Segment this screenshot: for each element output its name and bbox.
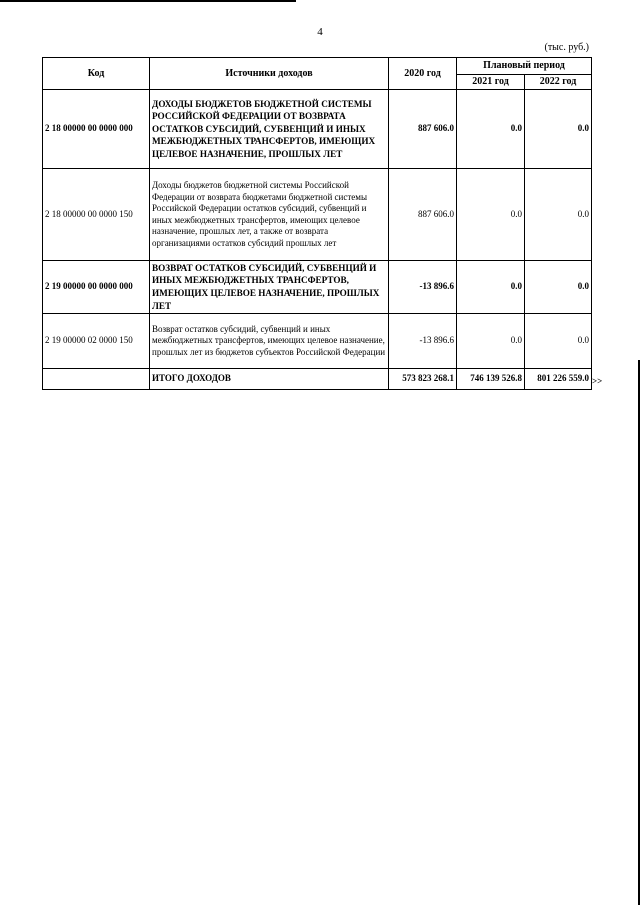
header-source: Источники доходов	[150, 58, 389, 90]
total-value-2022: 801 226 559.0	[525, 369, 592, 390]
row-code: 2 19 00000 00 0000 000	[43, 261, 150, 314]
header-2021: 2021 год	[457, 75, 525, 90]
header-2020: 2020 год	[389, 58, 457, 90]
row-name: Доходы бюджетов бюджетной системы Российской Федерации от возврата бюджетами бюджетной системы Российской Федерации остатков субсидий, субвенций и иных межбюджетных трансфертов, имеющих целевое назначение, прошлых лет, а также от возврата организациями остатков субсидий прошлых лет	[150, 169, 389, 261]
row-value-2021: 0.0	[457, 314, 525, 369]
row-value-2022: 0.0	[525, 261, 592, 314]
row-value-2020: 887 606.0	[389, 90, 457, 169]
row-code: 2 18 00000 00 0000 150	[43, 169, 150, 261]
row-value-2021: 0.0	[457, 169, 525, 261]
units-label: (тыс. руб.)	[544, 42, 589, 53]
page-number: 4	[317, 26, 323, 38]
row-value-2020: -13 896.6	[389, 314, 457, 369]
total-row	[43, 369, 592, 390]
continuation-marker: >>	[592, 376, 603, 386]
row-value-2020: 887 606.0	[389, 169, 457, 261]
header-planning-period: Плановый период	[457, 58, 592, 75]
row-value-2022: 0.0	[525, 90, 592, 169]
row-name: ДОХОДЫ БЮДЖЕТОВ БЮДЖЕТНОЙ СИСТЕМЫ РОССИЙСКОЙ ФЕДЕРАЦИИ ОТ ВОЗВРАТА ОСТАТКОВ СУБСИДИЙ, СУБВЕНЦИЙ И ИНЫХ МЕЖБЮДЖЕТНЫХ ТРАНСФЕРТОВ, ИМЕЮЩИХ ЦЕЛЕВОЕ НАЗНАЧЕНИЕ, ПРОШЛЫХ ЛЕТ	[150, 90, 389, 169]
header-row	[43, 58, 592, 75]
top-border-line	[0, 0, 296, 2]
row-name: Возврат остатков субсидий, субвенций и иных межбюджетных трансфертов, имеющих целевое назначение, прошлых лет из бюджетов субъектов Российской Федерации	[150, 314, 389, 369]
revenue-table	[42, 57, 592, 390]
row-value-2022: 0.0	[525, 314, 592, 369]
table-row	[43, 90, 592, 169]
table-row	[43, 169, 592, 261]
header-2022: 2022 год	[525, 75, 592, 90]
header-code: Код	[43, 58, 150, 90]
table-row	[43, 261, 592, 314]
row-name: ВОЗВРАТ ОСТАТКОВ СУБСИДИЙ, СУБВЕНЦИЙ И ИНЫХ МЕЖБЮДЖЕТНЫХ ТРАНСФЕРТОВ, ИМЕЮЩИХ ЦЕЛЕВОЕ НАЗНАЧЕНИЕ, ПРОШЛЫХ ЛЕТ	[150, 261, 389, 314]
row-code: 2 19 00000 02 0000 150	[43, 314, 150, 369]
row-value-2021: 0.0	[457, 90, 525, 169]
table-row	[43, 314, 592, 369]
row-value-2022: 0.0	[525, 169, 592, 261]
row-value-2020: -13 896.6	[389, 261, 457, 314]
total-code-empty	[43, 369, 150, 390]
total-label: ИТОГО ДОХОДОВ	[150, 369, 389, 390]
row-value-2021: 0.0	[457, 261, 525, 314]
row-code: 2 18 00000 00 0000 000	[43, 90, 150, 169]
total-value-2020: 573 823 268.1	[389, 369, 457, 390]
total-value-2021: 746 139 526.8	[457, 369, 525, 390]
